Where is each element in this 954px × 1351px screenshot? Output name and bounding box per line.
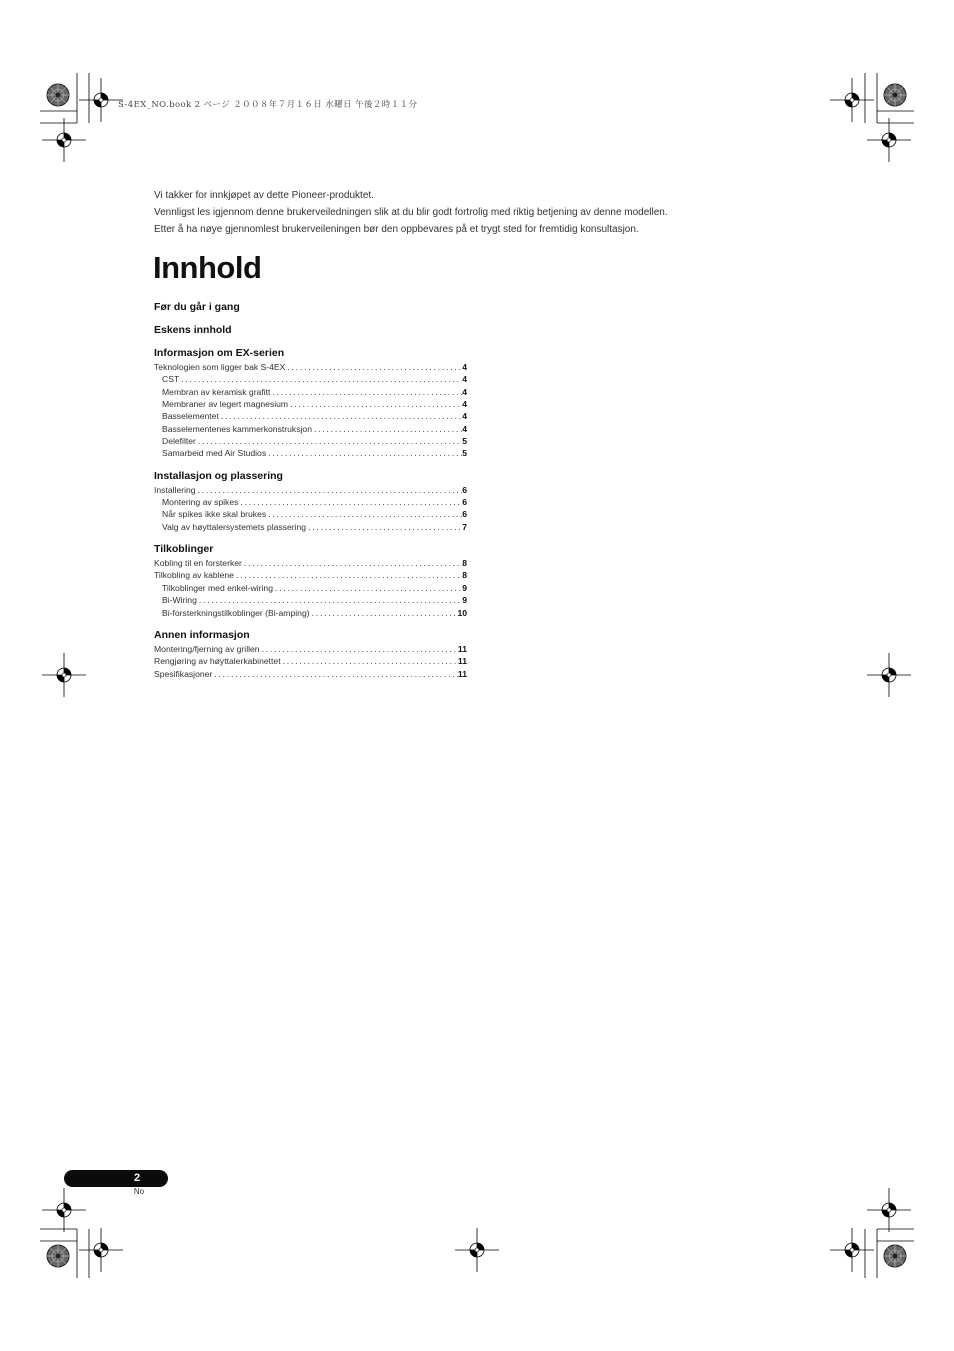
toc-entry[interactable]: [154, 557, 467, 569]
toc-section-connections: [154, 542, 467, 619]
toc-entry[interactable]: [154, 655, 467, 667]
toc-entry-label: Montering av spikes: [162, 497, 239, 508]
toc-section-heading[interactable]: Annen informasjon: [154, 628, 250, 641]
intro-line: Vennligst les igjennom denne brukerveiledningen slik at du blir godt fortrolig med riktig betjening av denne modellen.: [154, 207, 668, 218]
toc-entry[interactable]: [154, 435, 467, 447]
toc-entry-label: Basselementenes kammerkonstruksjon: [162, 423, 312, 434]
toc-entry-label: CST: [162, 374, 180, 385]
toc-entry-page: 4: [462, 423, 467, 434]
toc-entry-label: Basselementet: [162, 411, 219, 422]
toc-entry-page: 4: [462, 362, 467, 372]
toc-leader-dots: [179, 373, 462, 385]
toc-entry-label: Membran av keramisk grafitt: [162, 386, 271, 397]
toc-entry-page: 11: [457, 668, 467, 679]
toc-section-heading[interactable]: Eskens innhold: [154, 324, 232, 336]
toc-leader-dots: [234, 569, 462, 581]
toc-entry-page: 8: [462, 558, 467, 569]
toc-leader-dots: [312, 423, 462, 435]
toc-leader-dots: [270, 386, 462, 398]
toc-entry[interactable]: [154, 569, 467, 581]
toc-entry-label: Tilkobling av kablene: [154, 570, 234, 581]
toc-leader-dots: [238, 496, 462, 508]
toc-entry-page: 6: [462, 497, 467, 508]
toc-entry-page: 10: [457, 607, 467, 618]
toc-entry-page: 11: [457, 643, 467, 654]
toc-entry-label: Når spikes ikke skal brukes: [162, 509, 267, 520]
toc-section-other-info: [154, 628, 467, 680]
toc-entry[interactable]: [154, 508, 467, 520]
toc-section-heading[interactable]: Tilkoblinger: [154, 543, 214, 556]
toc-leader-dots: [212, 668, 458, 680]
toc-entry-page: 6: [462, 484, 467, 495]
toc-entry-label: Bi-forsterkningstilkoblinger (Bi-amping): [162, 607, 310, 618]
toc-entry-page: 4: [462, 374, 467, 385]
toc-entry[interactable]: [154, 410, 467, 422]
toc-entry[interactable]: [154, 643, 467, 655]
toc-section-heading[interactable]: Informasjon om EX-serien: [154, 347, 285, 359]
toc-entry-label: Samarbeid med Air Studios: [162, 448, 267, 459]
language-code: No: [133, 1187, 145, 1196]
toc-entry-label: Rengjøring av høyttalerkabinettet: [154, 656, 281, 667]
page-number-tab: [64, 1170, 168, 1187]
toc-entry-label: Valg av høyttalersystemets plassering: [162, 521, 307, 532]
toc-entry[interactable]: [154, 386, 467, 398]
toc-leader-dots: [242, 557, 462, 569]
toc-entry[interactable]: [154, 361, 467, 373]
toc-leader-dots: [219, 410, 462, 422]
toc-leader-dots: [310, 607, 458, 619]
toc-entry[interactable]: [154, 668, 467, 680]
page-number: 2: [133, 1172, 141, 1184]
toc-section-ex-series: [154, 346, 467, 460]
toc-entry-page: 9: [462, 595, 467, 606]
toc-leader-dots: [260, 643, 458, 655]
toc-entry[interactable]: [154, 447, 467, 459]
toc-entry-page: 4: [462, 386, 467, 397]
toc-entry[interactable]: [154, 423, 467, 435]
toc-entry[interactable]: [154, 373, 467, 385]
toc-entry-label: Montering/fjerning av grillen: [154, 643, 260, 654]
toc-entry-page: 6: [462, 509, 467, 520]
toc-entry[interactable]: [154, 607, 467, 619]
toc-leader-dots: [281, 655, 458, 667]
toc-entry-label: Spesifikasjoner: [154, 668, 213, 679]
intro-line: Etter å ha nøye gjennomlest brukerveileningen bør den oppbevares på et trygt sted for fremtidig konsultasjon.: [154, 224, 639, 235]
toc-entry[interactable]: [154, 496, 467, 508]
toc-leader-dots: [197, 594, 462, 606]
toc-entry-page: 4: [462, 411, 467, 422]
toc-entry[interactable]: [154, 582, 467, 594]
toc-leader-dots: [273, 582, 462, 594]
toc-leader-dots: [196, 435, 462, 447]
toc-entry-page: 5: [462, 436, 467, 447]
intro-line: Vi takker for innkjøpet av dette Pioneer-produktet.: [154, 190, 374, 201]
toc-leader-dots: [266, 447, 462, 459]
toc-entry-page: 4: [462, 399, 467, 410]
toc-entry-label: Membraner av legert magnesium: [162, 399, 289, 410]
toc-entry[interactable]: [154, 484, 467, 496]
toc-entry-label: Kobling til en forsterker: [154, 558, 242, 569]
toc-section-installation: [154, 469, 467, 533]
toc-leader-dots: [285, 361, 462, 373]
toc-entry[interactable]: [154, 398, 467, 410]
print-slug: S-4EX_NO.book 2 ページ ２００８年７月１６日 水曜日 午後２時１１分: [118, 100, 418, 110]
toc-entry-label: Delefilter: [162, 436, 196, 447]
toc-leader-dots: [306, 521, 462, 533]
toc-entry-page: 5: [462, 448, 467, 459]
toc-entry-label: Teknologien som ligger bak S-4EX: [154, 362, 286, 372]
toc-entry-page: 11: [457, 656, 467, 667]
toc-section-heading[interactable]: Installasjon og plassering: [154, 469, 283, 482]
toc-leader-dots: [288, 398, 462, 410]
toc-leader-dots: [266, 508, 462, 520]
toc-leader-dots: [196, 484, 463, 496]
table-of-contents: [154, 300, 467, 689]
intro-text: [154, 187, 794, 238]
toc-section-heading[interactable]: Før du går i gang: [154, 301, 240, 313]
toc-entry-page: 9: [462, 582, 467, 593]
toc-entry-page: 8: [462, 570, 467, 581]
page-title: Innhold: [153, 250, 262, 285]
toc-entry[interactable]: [154, 521, 467, 533]
toc-entry-page: 7: [462, 521, 467, 532]
toc-entry-label: Installering: [154, 484, 196, 495]
toc-entry-label: Tilkoblinger med enkel-wiring: [162, 582, 273, 593]
toc-entry[interactable]: [154, 594, 467, 606]
toc-entry-label: Bi-Wiring: [162, 595, 197, 606]
